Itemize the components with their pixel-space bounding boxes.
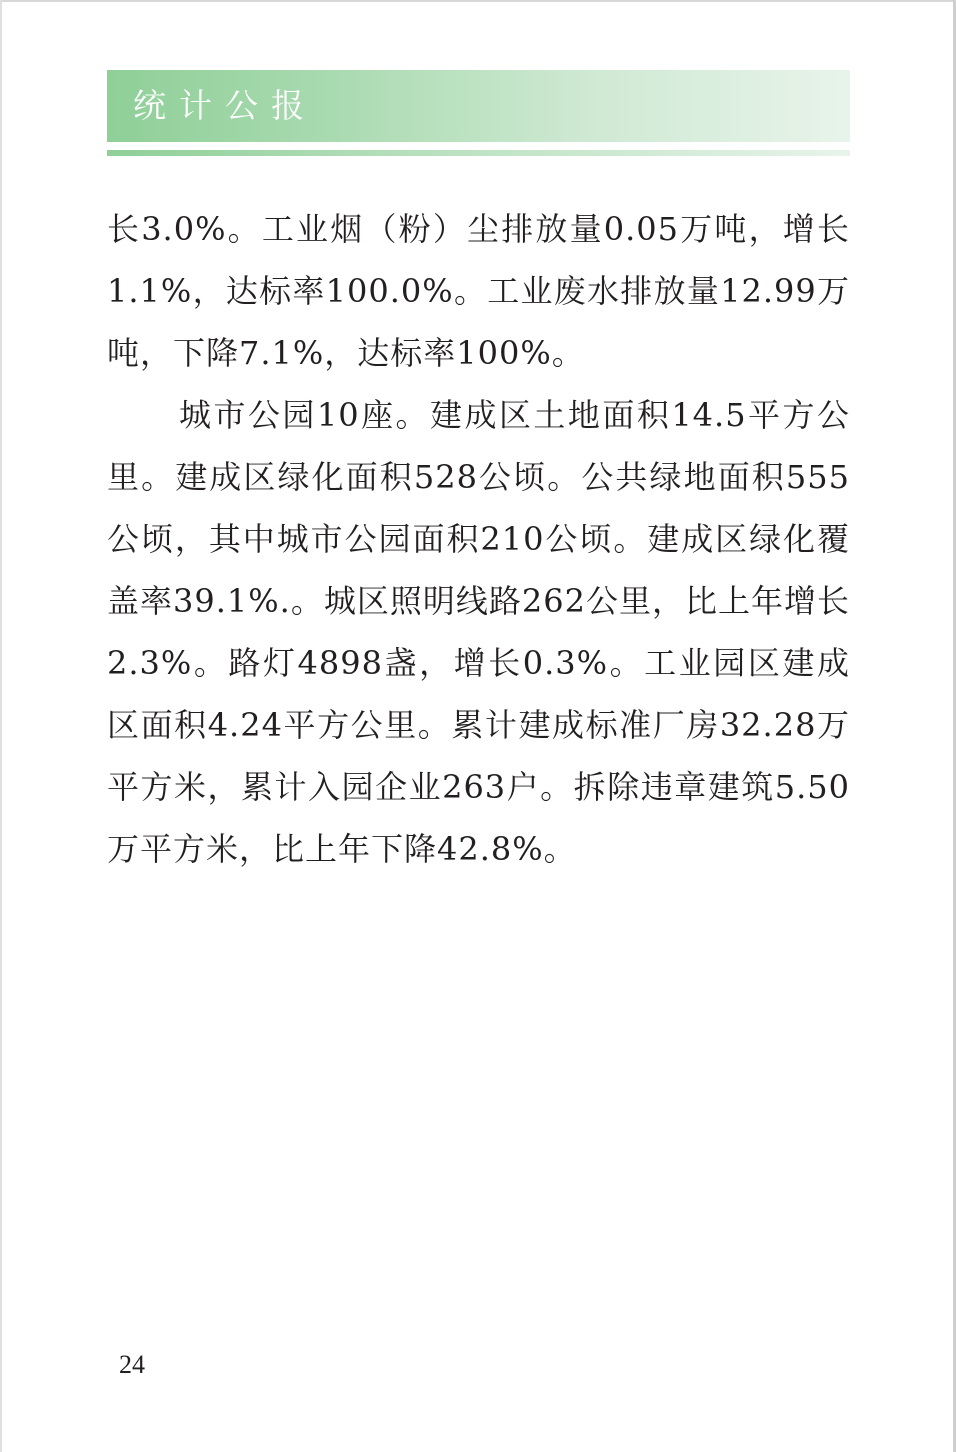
header-title: 统计公报 [133,86,317,125]
header-underline [107,150,850,156]
paragraph-continuation: 长3.0%。工业烟（粉）尘排放量0.05万吨，增长1.1%，达标率100.0%。工业废水排放量12.99万吨，下降7.1%，达标率100%。 [107,210,850,372]
page-border-left [0,0,2,1452]
body-text [107,198,850,880]
page-border-top [0,0,956,2]
paragraph-urban-parks: 城市公园10座。建成区土地面积14.5平方公里。建成区绿化面积528公顷。公共绿地面积555公顷，其中城市公园面积210公顷。建成区绿化覆盖率39.1%.。城区照明线路262公里，比上年增长2.3%。路灯4898盏，增长0.3%。工业园区建成区面积4.24平方公里。累计建成标准厂房32.28万平方米，累计入园企业263户。拆除违章建筑5.50万平方米，比上年下降42.8%。 [107,396,850,868]
page-number: 24 [119,1350,145,1379]
